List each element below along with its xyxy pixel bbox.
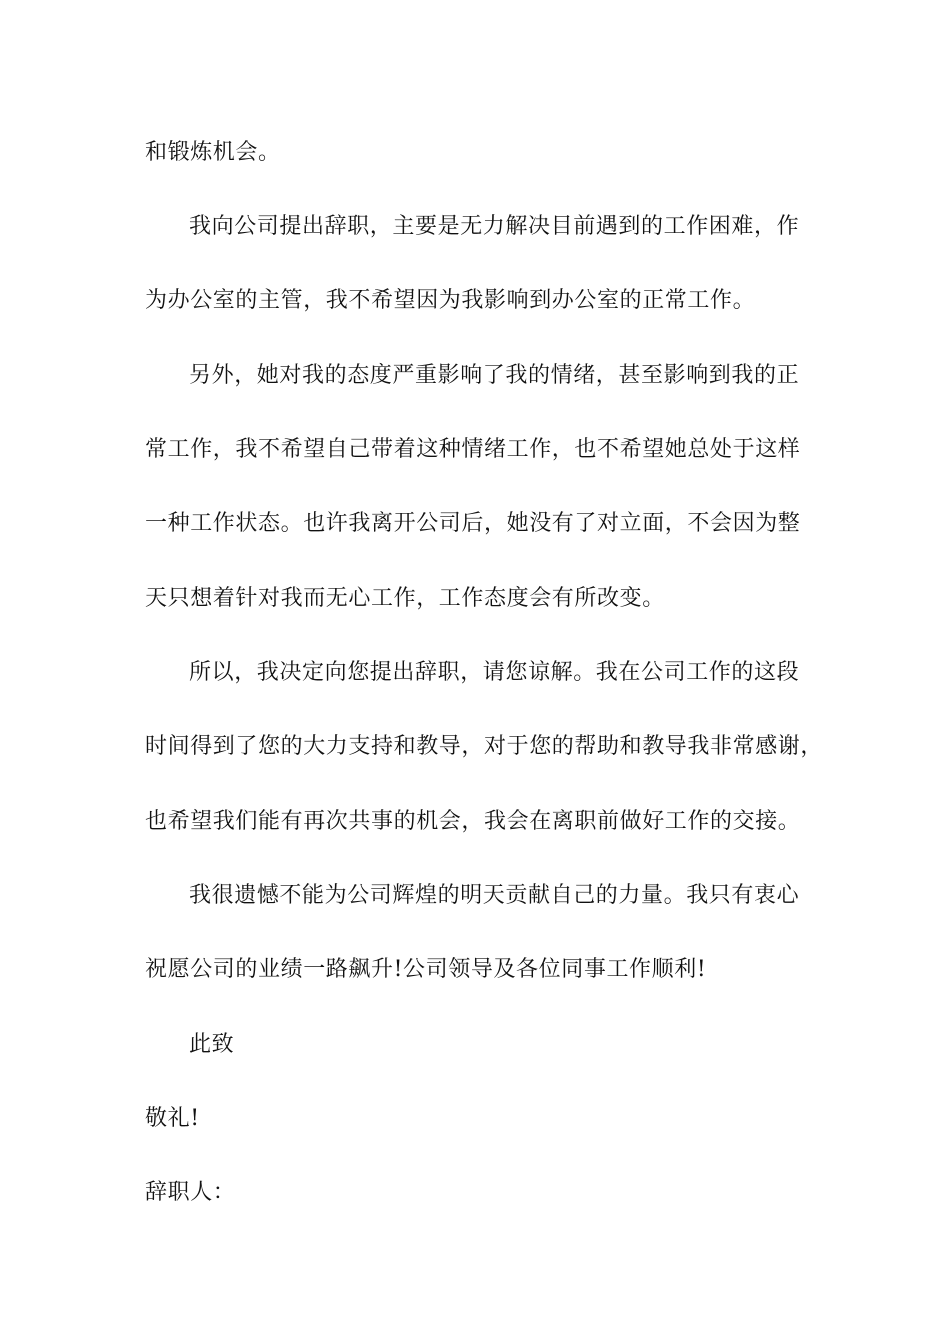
- text-line: 和锻炼机会。: [145, 140, 281, 165]
- text-line: 我很遗憾不能为公司辉煌的明天贡献自己的力量。我只有衷心: [189, 883, 800, 908]
- text-line: 我向公司提出辞职，主要是无力解决目前遇到的工作困难，作: [189, 214, 800, 239]
- signature-label: 辞职人：: [145, 1180, 236, 1205]
- text-line: 时间得到了您的大力支持和教导，对于您的帮助和教导我非常感谢，: [145, 734, 824, 759]
- text-line: 天只想着针对我而无心工作，工作态度会有所改变。: [145, 586, 665, 611]
- text-line: 另外，她对我的态度严重影响了我的情绪，甚至影响到我的正: [189, 363, 800, 388]
- closing-salutation: 此致: [189, 1032, 235, 1057]
- text-line: 一种工作状态。也许我离开公司后，她没有了对立面，不会因为整: [145, 511, 801, 536]
- text-line: 也希望我们能有再次共事的机会，我会在离职前做好工作的交接。: [145, 809, 801, 834]
- closing-regards: 敬礼!: [145, 1106, 200, 1131]
- text-line: 为办公室的主管，我不希望因为我影响到办公室的正常工作。: [145, 288, 756, 313]
- text-line: 常工作，我不希望自己带着这种情绪工作，也不希望她总处于这样: [145, 437, 801, 462]
- text-line: 所以，我决定向您提出辞职，请您谅解。我在公司工作的这段: [189, 660, 800, 685]
- text-line: 祝愿公司的业绩一路飙升!公司领导及各位同事工作顺利!: [145, 957, 707, 982]
